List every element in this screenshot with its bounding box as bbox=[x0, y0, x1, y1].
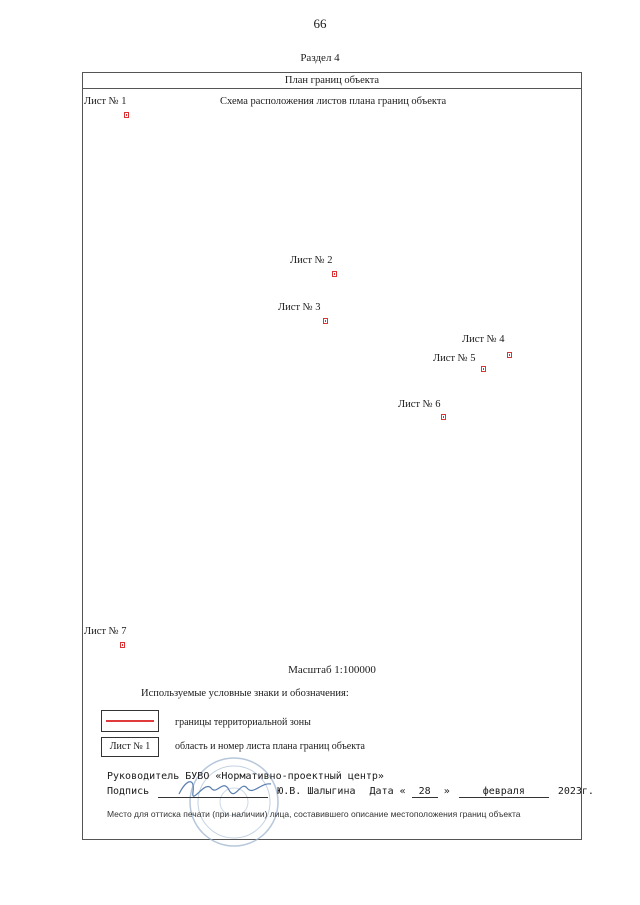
legend-sheet-text: область и номер листа плана границ объекта bbox=[175, 741, 365, 752]
sheet-label-4: Лист № 4 bbox=[462, 334, 505, 345]
sheet-marker-3 bbox=[323, 318, 328, 324]
date-label: Дата « bbox=[369, 786, 406, 797]
page-number: 66 bbox=[313, 16, 327, 31]
zone-boundary-line bbox=[106, 720, 154, 722]
legend-sheet-box: Лист № 1 bbox=[101, 737, 159, 757]
sheet-label-2: Лист № 2 bbox=[290, 255, 333, 266]
head-line: Руководитель БУВО «Нормативно-проектный центр» bbox=[107, 771, 384, 782]
date-year: 2023г. bbox=[557, 786, 594, 797]
scale-label: Масштаб 1:100000 bbox=[288, 664, 376, 676]
sheet-label-7: Лист № 7 bbox=[84, 626, 127, 637]
sign-label: Подпись bbox=[107, 786, 150, 797]
sheet-marker-1 bbox=[124, 112, 129, 118]
handwritten-signature-icon bbox=[175, 774, 275, 800]
sheet-label-6: Лист № 6 bbox=[398, 399, 441, 410]
sheet-marker-2 bbox=[332, 271, 337, 277]
section-title: Раздел 4 bbox=[300, 52, 340, 64]
sheet-marker-6 bbox=[441, 414, 446, 420]
scheme-title: Схема расположения листов плана границ объекта bbox=[220, 96, 447, 107]
legend-zone-text: границы территориальной зоны bbox=[175, 717, 311, 728]
sheet-marker-4 bbox=[507, 352, 512, 358]
legend-title: Используемые условные знаки и обозначения: bbox=[141, 688, 349, 699]
date-day-close: » bbox=[443, 786, 450, 797]
date-month: февраля bbox=[459, 786, 549, 798]
signer-name: Ю.В. Шалыгина bbox=[277, 786, 356, 797]
sheet-label-5: Лист № 5 bbox=[433, 353, 476, 364]
sheet-label-3: Лист № 3 bbox=[278, 302, 321, 313]
frame-header: План границ объекта bbox=[83, 73, 581, 89]
sheet-marker-5 bbox=[481, 366, 486, 372]
date-day: 28 bbox=[412, 786, 438, 798]
sheet-marker-7 bbox=[120, 642, 125, 648]
sheet-label-1: Лист № 1 bbox=[84, 96, 127, 107]
official-stamp-icon bbox=[186, 752, 282, 852]
legend-zone-swatch bbox=[101, 710, 159, 732]
stamp-note: Место для оттиска печати (при наличии) лица, составившего описание местоположения границ объекта bbox=[107, 809, 521, 819]
